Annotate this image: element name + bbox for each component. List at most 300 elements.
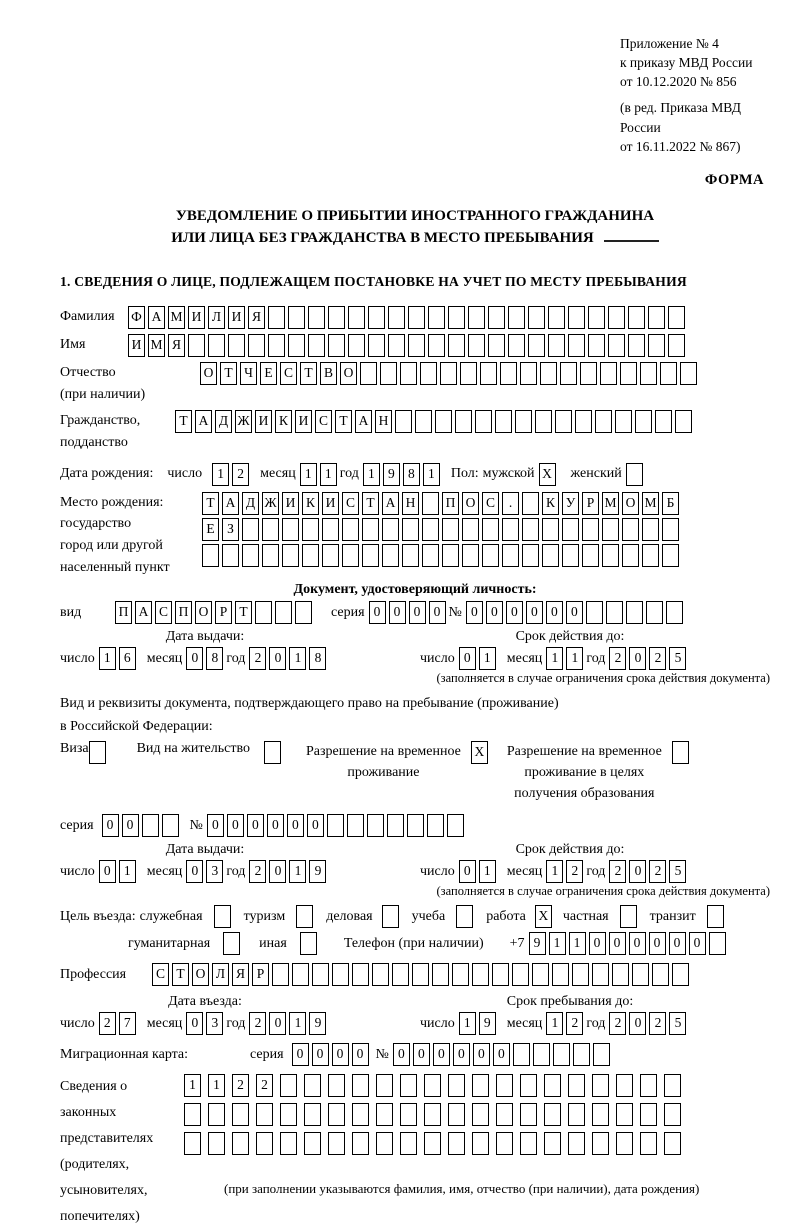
char-cell — [480, 362, 497, 385]
valid-month-boxes[interactable] — [546, 647, 586, 670]
char-cell — [268, 306, 285, 329]
purpose-humanitarian-checkbox[interactable] — [223, 932, 240, 955]
sex-label: Пол: — [450, 466, 479, 482]
char-cell: У — [562, 492, 579, 515]
char-cell: 0 — [453, 1043, 470, 1066]
char-cell: И — [322, 492, 339, 515]
char-cell — [142, 814, 159, 837]
residence-issue-day-boxes[interactable] — [99, 860, 139, 883]
stay-until-date: Срок пребывания до: число 1 9 месяц 1 2 год 2 0 2 5 — [420, 994, 720, 1035]
char-cell — [568, 306, 585, 329]
purpose-transit-checkbox[interactable] — [707, 905, 724, 928]
char-cell — [422, 518, 439, 541]
birth-place-row3-boxes[interactable] — [202, 544, 682, 567]
char-cell — [502, 518, 519, 541]
char-cell: 5 — [669, 647, 686, 670]
char-cell: 0 — [589, 932, 606, 955]
char-cell: 0 — [649, 932, 666, 955]
char-cell — [322, 544, 339, 567]
doc-series-label: серия — [331, 604, 365, 620]
firstname-boxes[interactable] — [128, 334, 688, 357]
char-cell: 1 — [289, 860, 306, 883]
char-cell — [408, 334, 425, 357]
char-cell — [593, 1043, 610, 1066]
residence-valid-year-boxes[interactable] — [609, 860, 689, 883]
field-profession — [60, 963, 770, 986]
char-cell — [332, 963, 349, 986]
purpose-tourism-label: туризм — [243, 908, 286, 924]
residence-issue-date: Дата выдачи: число 0 1 месяц 0 3 год 2 0 1 9 — [60, 842, 420, 883]
valid-year-boxes[interactable] — [609, 647, 689, 670]
char-cell — [533, 1043, 550, 1066]
char-cell — [387, 814, 404, 837]
char-cell — [560, 362, 577, 385]
char-cell — [648, 334, 665, 357]
char-cell: 0 — [429, 601, 446, 624]
char-cell — [582, 544, 599, 567]
char-cell — [272, 963, 289, 986]
char-cell — [642, 518, 659, 541]
char-cell: 0 — [312, 1043, 329, 1066]
char-cell — [520, 362, 537, 385]
char-cell: 9 — [383, 463, 400, 486]
visa-checkbox[interactable] — [89, 741, 106, 764]
char-cell: Т — [235, 601, 252, 624]
char-cell: 9 — [529, 932, 546, 955]
char-cell — [255, 601, 272, 624]
char-cell — [380, 362, 397, 385]
migration-number-sign: № — [375, 1046, 389, 1062]
char-cell — [616, 1074, 633, 1097]
char-cell: 0 — [506, 601, 523, 624]
char-cell: 2 — [609, 647, 626, 670]
char-cell: И — [228, 306, 245, 329]
char-cell — [256, 1103, 273, 1126]
char-cell: О — [192, 963, 209, 986]
char-cell — [367, 814, 384, 837]
char-cell: П — [175, 601, 192, 624]
surname-label: Фамилия — [60, 309, 115, 325]
issue-year-boxes[interactable] — [249, 647, 329, 670]
purpose-study-checkbox[interactable] — [456, 905, 473, 928]
char-cell — [608, 306, 625, 329]
char-cell: 2 — [609, 1012, 626, 1035]
sex-male-checkbox[interactable]: X — [539, 463, 556, 486]
char-cell: К — [542, 492, 559, 515]
char-cell — [528, 334, 545, 357]
char-cell: Е — [202, 518, 219, 541]
field-identity-doc — [60, 601, 770, 624]
phone-label: Телефон (при наличии) — [343, 935, 484, 951]
char-cell — [488, 334, 505, 357]
char-cell — [662, 544, 679, 567]
char-cell: 1 — [549, 932, 566, 955]
residence-permit-option — [137, 741, 284, 764]
char-cell: Ф — [128, 306, 145, 329]
char-cell — [588, 306, 605, 329]
purpose-other-checkbox[interactable] — [300, 932, 317, 955]
field-patronymic — [60, 362, 770, 405]
char-cell — [640, 362, 657, 385]
char-cell: 0 — [307, 814, 324, 837]
char-cell — [280, 1074, 297, 1097]
char-cell: 0 — [267, 814, 284, 837]
sex-female-label: женский — [570, 466, 622, 482]
char-cell: 1 — [289, 1012, 306, 1035]
legal-rep-row2-boxes[interactable] — [184, 1103, 699, 1126]
char-cell — [575, 410, 592, 433]
stay-year-boxes[interactable] — [609, 1012, 689, 1035]
legal-rep-row1-boxes[interactable] — [184, 1074, 699, 1097]
entry-month-boxes[interactable] — [186, 1012, 226, 1035]
char-cell: И — [188, 306, 205, 329]
char-cell: П — [442, 492, 459, 515]
birth-place-row1-boxes[interactable] — [202, 492, 682, 515]
entry-day-boxes[interactable] — [99, 1012, 139, 1035]
identity-issue-date: Дата выдачи: число 1 6 месяц 0 8 год 2 0 1 8 — [60, 629, 420, 670]
residence-permit-checkbox[interactable] — [264, 741, 281, 764]
birth-date-label: Дата рождения: — [60, 466, 154, 482]
patronymic-label: Отчество (при наличии) — [60, 364, 146, 402]
char-cell — [555, 410, 572, 433]
char-cell — [542, 518, 559, 541]
char-cell — [616, 1103, 633, 1126]
title-blank-underline — [604, 228, 659, 242]
char-cell — [573, 1043, 590, 1066]
char-cell: 3 — [206, 1012, 223, 1035]
char-cell: Т — [175, 410, 192, 433]
char-cell: 1 — [459, 1012, 476, 1035]
char-cell — [620, 362, 637, 385]
char-cell — [664, 1132, 681, 1155]
validity-note: (заполняется в случае ограничения срока действия документа) — [436, 884, 770, 899]
residence-issue-year-boxes[interactable] — [249, 860, 329, 883]
char-cell: Е — [260, 362, 277, 385]
char-cell — [500, 362, 517, 385]
char-cell: 0 — [352, 1043, 369, 1066]
char-cell — [302, 544, 319, 567]
legal-rep-row3-boxes[interactable] — [184, 1132, 699, 1155]
char-cell: 0 — [99, 860, 116, 883]
char-cell: 1 — [569, 932, 586, 955]
char-cell: 0 — [389, 601, 406, 624]
phone-boxes[interactable] — [529, 932, 729, 955]
char-cell — [568, 1103, 585, 1126]
char-cell — [304, 1074, 321, 1097]
char-cell — [422, 544, 439, 567]
char-cell: К — [275, 410, 292, 433]
char-cell — [442, 544, 459, 567]
char-cell — [328, 1132, 345, 1155]
char-cell: 2 — [249, 647, 266, 670]
char-cell — [592, 1074, 609, 1097]
citizenship-boxes[interactable] — [175, 410, 695, 433]
char-cell — [508, 334, 525, 357]
char-cell — [448, 306, 465, 329]
char-cell — [496, 1132, 513, 1155]
surname-boxes[interactable] — [128, 306, 688, 329]
char-cell — [400, 1074, 417, 1097]
document-header — [620, 34, 770, 156]
char-cell — [522, 518, 539, 541]
char-cell — [280, 1103, 297, 1126]
char-cell: Т — [220, 362, 237, 385]
char-cell — [382, 518, 399, 541]
field-migration-card — [60, 1043, 770, 1066]
temp-permit-label: Разрешение на временное проживание — [305, 744, 461, 781]
char-cell — [472, 1132, 489, 1155]
doc-number-sign: № — [448, 604, 462, 620]
doc-type-label: вид — [60, 604, 82, 620]
char-cell — [552, 963, 569, 986]
char-cell — [400, 362, 417, 385]
purpose-transit-label: транзит — [649, 908, 696, 924]
char-cell: Я — [232, 963, 249, 986]
char-cell: С — [315, 410, 332, 433]
char-cell: С — [342, 492, 359, 515]
char-cell — [427, 814, 444, 837]
char-cell: О — [195, 601, 212, 624]
stay-day-boxes[interactable] — [459, 1012, 499, 1035]
char-cell: А — [195, 410, 212, 433]
birth-month-boxes[interactable] — [300, 463, 340, 486]
char-cell — [586, 601, 603, 624]
char-cell: Т — [172, 963, 189, 986]
char-cell — [388, 306, 405, 329]
char-cell: 0 — [269, 647, 286, 670]
identity-doc-dates — [60, 629, 770, 670]
birth-year-boxes[interactable] — [363, 463, 443, 486]
residence-number-boxes[interactable] — [207, 814, 467, 837]
char-cell — [242, 518, 259, 541]
char-cell: 1 — [212, 463, 229, 486]
char-cell — [328, 306, 345, 329]
month-label: месяц — [260, 466, 296, 482]
issue-day-boxes[interactable] — [99, 647, 139, 670]
char-cell: Р — [252, 963, 269, 986]
char-cell — [288, 334, 305, 357]
char-cell: 0 — [493, 1043, 510, 1066]
char-cell: 0 — [433, 1043, 450, 1066]
char-cell — [515, 410, 532, 433]
char-cell — [322, 518, 339, 541]
char-cell: Т — [300, 362, 317, 385]
char-cell: 0 — [459, 647, 476, 670]
char-cell: 0 — [332, 1043, 349, 1066]
char-cell: Я — [248, 306, 265, 329]
char-cell — [382, 544, 399, 567]
char-cell: 2 — [649, 647, 666, 670]
legal-representatives-note: (при заполнении указываются фамилия, имя, отчество (при наличии), дата рождения) — [224, 1181, 700, 1197]
migration-number-boxes[interactable] — [393, 1043, 613, 1066]
char-cell: 1 — [119, 860, 136, 883]
char-cell — [275, 601, 292, 624]
char-cell: 0 — [689, 932, 706, 955]
char-cell — [542, 544, 559, 567]
char-cell: П — [115, 601, 132, 624]
entry-date: Дата въезда: число 2 7 месяц 0 3 год 2 0 1 9 — [60, 994, 420, 1035]
identity-valid-date: Срок действия до: число 0 1 месяц 1 1 год 2 0 2 5 — [420, 629, 720, 670]
purpose-work-checkbox[interactable]: X — [535, 905, 552, 928]
char-cell — [435, 410, 452, 433]
valid-day-boxes[interactable] — [459, 647, 499, 670]
char-cell — [208, 1103, 225, 1126]
char-cell — [412, 963, 429, 986]
legal-representatives-label: Сведения о законных представителях (родителях, усыновителях, попечителях) — [60, 1079, 154, 1224]
stay-month-boxes[interactable] — [546, 1012, 586, 1035]
year-label: год — [339, 466, 359, 482]
char-cell — [508, 306, 525, 329]
purpose-tourism-checkbox[interactable] — [296, 905, 313, 928]
char-cell — [615, 410, 632, 433]
residence-valid-day-boxes[interactable] — [459, 860, 499, 883]
residence-doc-options — [60, 741, 770, 804]
char-cell: 0 — [409, 601, 426, 624]
char-cell: А — [222, 492, 239, 515]
char-cell — [308, 334, 325, 357]
char-cell — [308, 306, 325, 329]
profession-boxes[interactable] — [152, 963, 692, 986]
doc-series-boxes[interactable] — [369, 601, 449, 624]
char-cell — [572, 963, 589, 986]
char-cell — [368, 334, 385, 357]
char-cell — [448, 1074, 465, 1097]
char-cell — [652, 963, 669, 986]
char-cell — [424, 1103, 441, 1126]
char-cell — [162, 814, 179, 837]
char-cell: 2 — [99, 1012, 116, 1035]
char-cell: И — [255, 410, 272, 433]
char-cell: К — [302, 492, 319, 515]
char-cell — [232, 1132, 249, 1155]
migration-series-boxes[interactable] — [292, 1043, 372, 1066]
char-cell: В — [320, 362, 337, 385]
char-cell — [660, 362, 677, 385]
char-cell — [675, 410, 692, 433]
char-cell — [352, 1103, 369, 1126]
char-cell: 1 — [320, 463, 337, 486]
char-cell — [372, 963, 389, 986]
char-cell: С — [482, 492, 499, 515]
char-cell — [448, 1132, 465, 1155]
entry-year-boxes[interactable] — [249, 1012, 329, 1035]
birth-place-row2-boxes[interactable] — [202, 518, 682, 541]
char-cell: Т — [335, 410, 352, 433]
purpose-official-checkbox[interactable] — [214, 905, 231, 928]
edu-permit-checkbox[interactable] — [672, 741, 689, 764]
issue-month-boxes[interactable] — [186, 647, 226, 670]
char-cell: 0 — [609, 932, 626, 955]
char-cell — [342, 544, 359, 567]
char-cell: 1 — [566, 647, 583, 670]
char-cell: А — [382, 492, 399, 515]
char-cell — [462, 544, 479, 567]
char-cell: . — [502, 492, 519, 515]
migration-card-label: Миграционная карта: — [60, 1046, 189, 1062]
char-cell — [184, 1103, 201, 1126]
visa-label: Виза — [60, 741, 89, 757]
char-cell — [268, 334, 285, 357]
char-cell — [522, 544, 539, 567]
char-cell: 9 — [309, 860, 326, 883]
char-cell — [612, 963, 629, 986]
char-cell: С — [152, 963, 169, 986]
char-cell — [655, 410, 672, 433]
char-cell: 2 — [649, 860, 666, 883]
char-cell — [408, 306, 425, 329]
char-cell — [622, 518, 639, 541]
char-cell: Ж — [235, 410, 252, 433]
char-cell — [468, 334, 485, 357]
char-cell — [424, 1074, 441, 1097]
char-cell: 2 — [249, 860, 266, 883]
char-cell — [248, 334, 265, 357]
char-cell — [664, 1103, 681, 1126]
purpose-private-checkbox[interactable] — [620, 905, 637, 928]
residence-series-boxes[interactable] — [102, 814, 182, 837]
char-cell — [680, 362, 697, 385]
char-cell — [327, 814, 344, 837]
residence-valid-month-boxes[interactable] — [546, 860, 586, 883]
doc-number-boxes[interactable] — [466, 601, 686, 624]
char-cell: Ч — [240, 362, 257, 385]
form-title-line2: ИЛИ ЛИЦА БЕЗ ГРАЖДАНСТВА В МЕСТО ПРЕБЫВАНИЯ — [60, 227, 770, 250]
char-cell — [496, 1103, 513, 1126]
char-cell — [582, 518, 599, 541]
sex-female-checkbox[interactable] — [626, 463, 643, 486]
char-cell: О — [462, 492, 479, 515]
char-cell — [442, 518, 459, 541]
char-cell — [544, 1074, 561, 1097]
residence-doc-intro: Вид и реквизиты документа, подтверждающего право на пребывание (проживание) в Российской Федерации: — [60, 696, 559, 734]
char-cell: А — [355, 410, 372, 433]
char-cell — [256, 1132, 273, 1155]
char-cell: 2 — [649, 1012, 666, 1035]
char-cell: 1 — [99, 647, 116, 670]
char-cell: 0 — [669, 932, 686, 955]
char-cell — [328, 334, 345, 357]
char-cell — [602, 518, 619, 541]
char-cell — [512, 963, 529, 986]
char-cell: 0 — [546, 601, 563, 624]
char-cell — [282, 518, 299, 541]
residence-issue-month-boxes[interactable] — [186, 860, 226, 883]
char-cell — [302, 518, 319, 541]
temp-permit-option — [306, 741, 491, 783]
char-cell — [392, 963, 409, 986]
purpose-business-checkbox[interactable] — [382, 905, 399, 928]
doc-type-boxes[interactable] — [115, 601, 315, 624]
char-cell: 9 — [479, 1012, 496, 1035]
form-title-line1: УВЕДОМЛЕНИЕ О ПРИБЫТИИ ИНОСТРАННОГО ГРАЖДАНИНА — [175, 207, 655, 224]
temp-permit-checkbox[interactable]: X — [471, 741, 488, 764]
char-cell — [672, 963, 689, 986]
char-cell: 2 — [249, 1012, 266, 1035]
char-cell: М — [168, 306, 185, 329]
birth-day-boxes[interactable] — [212, 463, 252, 486]
char-cell — [475, 410, 492, 433]
char-cell: З — [222, 518, 239, 541]
char-cell: 3 — [206, 860, 223, 883]
char-cell — [376, 1074, 393, 1097]
char-cell: 0 — [227, 814, 244, 837]
char-cell — [376, 1103, 393, 1126]
char-cell — [452, 963, 469, 986]
migration-series-label: серия — [250, 1046, 284, 1062]
char-cell: А — [135, 601, 152, 624]
char-cell — [502, 544, 519, 567]
patronymic-boxes[interactable] — [200, 362, 700, 385]
